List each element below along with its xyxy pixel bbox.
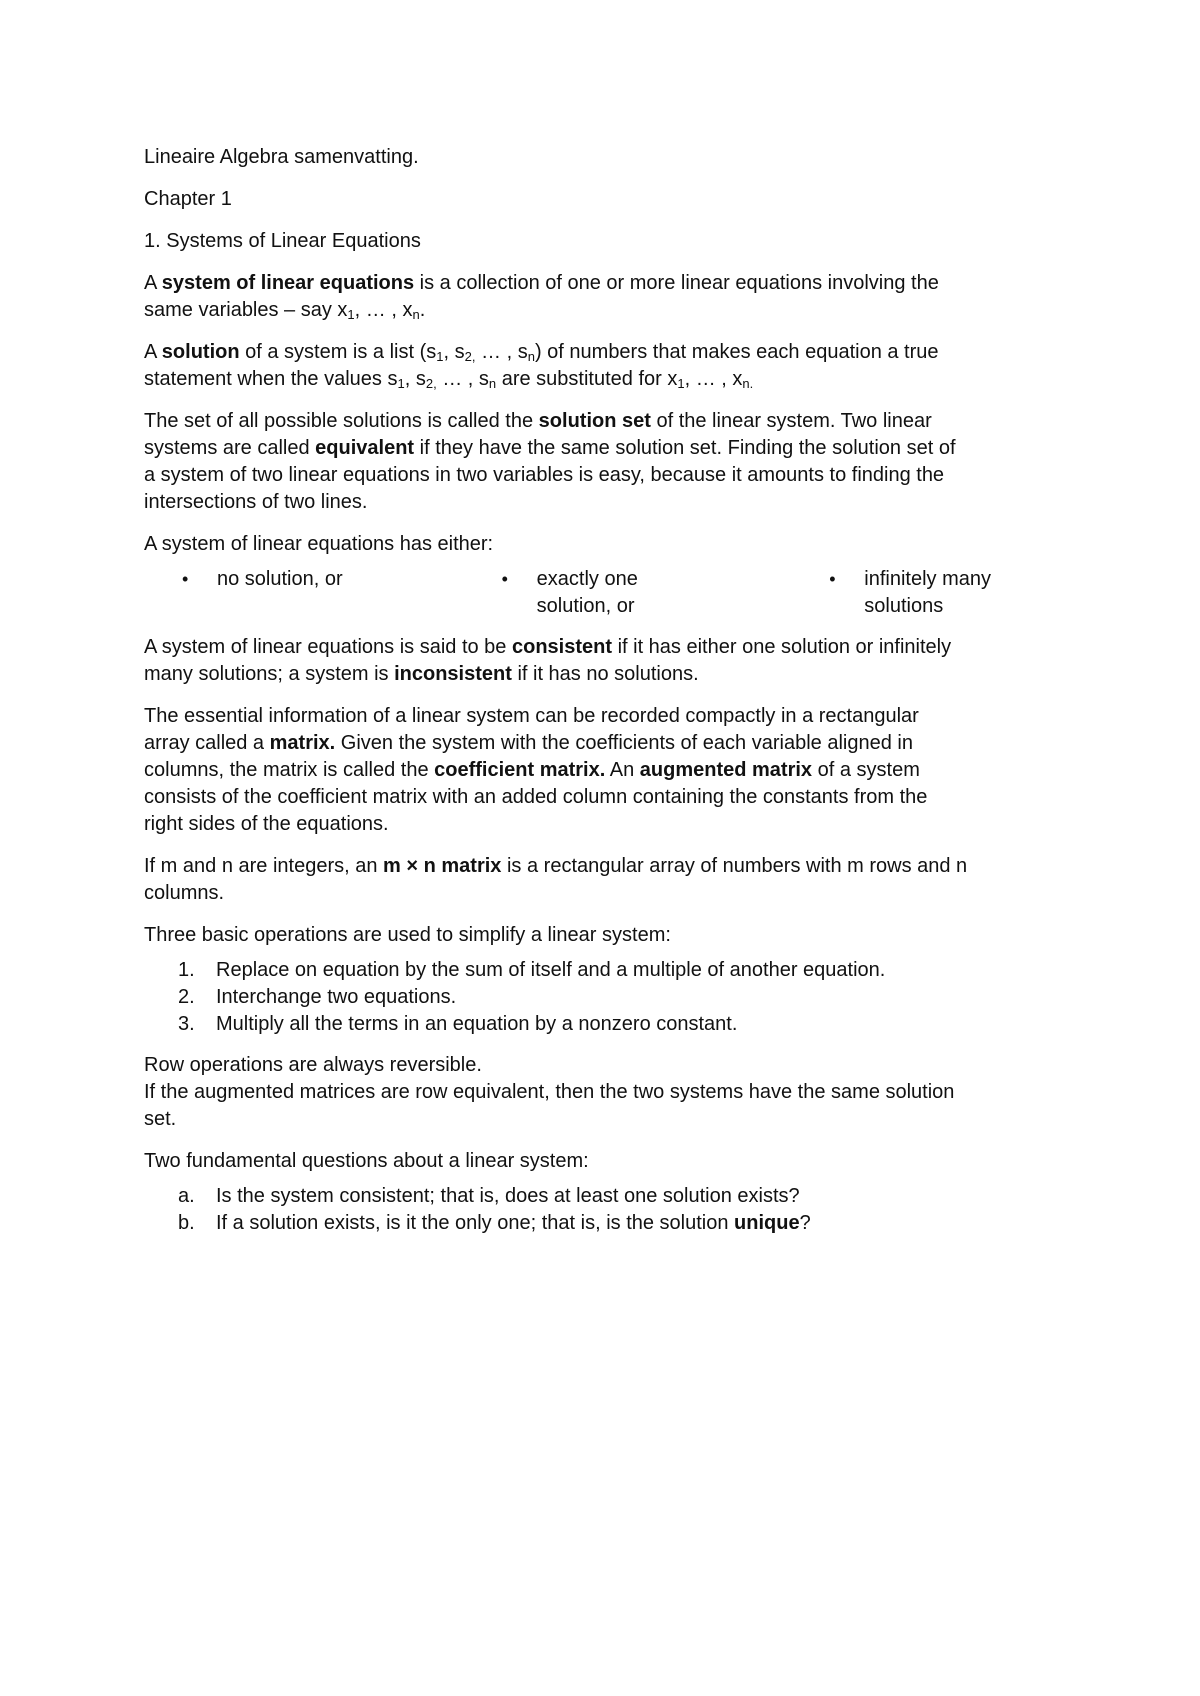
text-line: consists of the coefficient matrix with an added column containing the constants from the — [144, 786, 928, 808]
bullet-icon: • — [182, 569, 189, 589]
text-run: … , s — [436, 368, 489, 390]
paragraph-solution-definition — [144, 339, 1064, 393]
term-solution: solution — [161, 341, 240, 363]
text-line: columns. — [144, 882, 225, 904]
subscript: 2, — [425, 376, 437, 391]
text-run: columns, the matrix is called the — [144, 759, 435, 781]
text-run: systems are called — [144, 437, 316, 459]
list-item — [144, 1210, 1064, 1237]
list-marker: 2. — [178, 986, 195, 1008]
text-line — [144, 435, 1064, 462]
list-marker: a. — [178, 1185, 195, 1207]
subscript: 1 — [347, 307, 355, 322]
text-run: of a system — [812, 759, 920, 781]
bullet-icon: • — [829, 569, 836, 589]
list-item-text: infinitely many — [864, 568, 991, 590]
text-line — [144, 297, 1064, 324]
text-run: . — [419, 299, 426, 321]
operations-list — [144, 957, 1064, 1038]
section-heading: 1. Systems of Linear Equations — [144, 230, 421, 252]
text-line — [144, 408, 1064, 435]
list-item-text: Interchange two equations. — [216, 986, 457, 1008]
text-run: array called a — [144, 732, 270, 754]
text-run: The set of all possible solutions is called the — [144, 410, 539, 432]
text-run: many solutions; a system is — [144, 663, 395, 685]
text-line — [144, 661, 1064, 688]
list-item-text: If a solution exists, is it the only one; that is, is the solution — [216, 1212, 735, 1234]
text-run: is a rectangular array of numbers with m rows and n — [501, 855, 968, 877]
term-m-by-n-matrix: m × n matrix — [383, 855, 502, 877]
solution-options-list — [144, 566, 1064, 620]
term-equivalent: equivalent — [315, 437, 415, 459]
term-solution-set: solution set — [538, 410, 651, 432]
list-item — [821, 566, 1064, 620]
text-run: ) of numbers that makes each equation a true — [534, 341, 939, 363]
list-item — [144, 984, 1064, 1011]
text-run: A — [144, 341, 162, 363]
list-item-text: no solution, or — [217, 568, 343, 590]
list-item — [494, 566, 822, 620]
list-marker: 3. — [178, 1013, 195, 1035]
paragraph-consistency — [144, 634, 1064, 688]
term-matrix: matrix. — [269, 732, 336, 754]
text-run: , s — [404, 368, 426, 390]
text-run: same variables – say x — [144, 299, 348, 321]
subscript: n — [488, 376, 497, 391]
list-item — [144, 957, 1064, 984]
questions-list — [144, 1183, 1064, 1237]
list-item-text: exactly one — [536, 568, 638, 590]
text-run: if it has either one solution or infinitely — [612, 636, 952, 658]
text-line — [144, 634, 1064, 661]
list-item-text: Multiply all the terms in an equation by a nonzero constant. — [216, 1013, 738, 1035]
subscript: 2, — [464, 349, 476, 364]
text-run: , … , x — [354, 299, 413, 321]
list-item-text: Is the system consistent; that is, does at least one solution exists? — [216, 1185, 800, 1207]
document-page — [144, 144, 1064, 1251]
term-consistent: consistent — [511, 636, 613, 658]
paragraph-operations-intro: Three basic operations are used to simplify a linear system: — [144, 924, 671, 946]
text-line: intersections of two lines. — [144, 491, 368, 513]
term-inconsistent: inconsistent — [394, 663, 512, 685]
text-run: is a collection of one or more linear equations involving the — [414, 272, 939, 294]
text-run: statement when the values s — [144, 368, 398, 390]
list-item — [144, 1183, 1064, 1210]
term-unique: unique — [734, 1212, 800, 1234]
text-line: The essential information of a linear system can be recorded compactly in a rectangular — [144, 705, 919, 727]
text-line — [144, 366, 1064, 393]
document-title: Lineaire Algebra samenvatting. — [144, 146, 419, 168]
text-run: are substituted for x — [496, 368, 678, 390]
list-item-text: Replace on equation by the sum of itself and a multiple of another equation. — [216, 959, 886, 981]
term-augmented-matrix: augmented matrix — [639, 759, 813, 781]
bullet-icon: • — [501, 569, 508, 589]
text-run: if they have the same solution set. Finding the solution set of — [414, 437, 956, 459]
term-system-of-linear-equations: system of linear equations — [161, 272, 415, 294]
text-run: If m and n are integers, an — [144, 855, 384, 877]
text-run: A — [144, 272, 162, 294]
text-run: … , s — [475, 341, 528, 363]
subscript: 1 — [677, 376, 685, 391]
text-run: A system of linear equations is said to be — [144, 636, 512, 658]
paragraph-solution-set — [144, 408, 1064, 516]
text-line: right sides of the equations. — [144, 813, 389, 835]
subscript: 1 — [436, 349, 444, 364]
text-run: An — [605, 759, 640, 781]
text-line: a system of two linear equations in two variables is easy, because it amounts to finding the — [144, 464, 945, 486]
text-line: set. — [144, 1108, 177, 1130]
text-line: Row operations are always reversible. — [144, 1054, 482, 1076]
text-line — [144, 757, 1064, 784]
list-item — [144, 1011, 1064, 1038]
subscript: n. — [742, 376, 754, 391]
list-marker: 1. — [178, 959, 195, 981]
text-line — [144, 853, 1064, 880]
paragraph-matrix — [144, 703, 1064, 838]
text-run: if it has no solutions. — [511, 663, 699, 685]
paragraph-m-by-n-matrix — [144, 853, 1064, 907]
text-line — [144, 339, 1064, 366]
paragraph-system-definition — [144, 270, 1064, 324]
text-line — [144, 270, 1064, 297]
subscript: n — [412, 307, 420, 322]
text-run: Given the system with the coefficients of each variable aligned in — [335, 732, 913, 754]
paragraph-questions-intro: Two fundamental questions about a linear system: — [144, 1150, 589, 1172]
chapter-heading: Chapter 1 — [144, 188, 232, 210]
text-run: , … , x — [684, 368, 743, 390]
subscript: 1 — [397, 376, 405, 391]
text-line — [144, 730, 1064, 757]
text-line: If the augmented matrices are row equivalent, then the two systems have the same solution — [144, 1081, 955, 1103]
text-run: of the linear system. Two linear — [650, 410, 932, 432]
paragraph-has-either: A system of linear equations has either: — [144, 533, 494, 555]
paragraph-row-operations — [144, 1052, 1064, 1133]
subscript: n — [527, 349, 535, 364]
text-run: of a system is a list (s — [239, 341, 437, 363]
list-item — [174, 566, 494, 620]
text-run: ? — [799, 1212, 811, 1234]
list-item-text: solutions — [864, 595, 944, 617]
list-item-text: solution, or — [536, 595, 635, 617]
term-coefficient-matrix: coefficient matrix. — [434, 759, 606, 781]
list-marker: b. — [178, 1212, 195, 1234]
text-run: , s — [443, 341, 465, 363]
